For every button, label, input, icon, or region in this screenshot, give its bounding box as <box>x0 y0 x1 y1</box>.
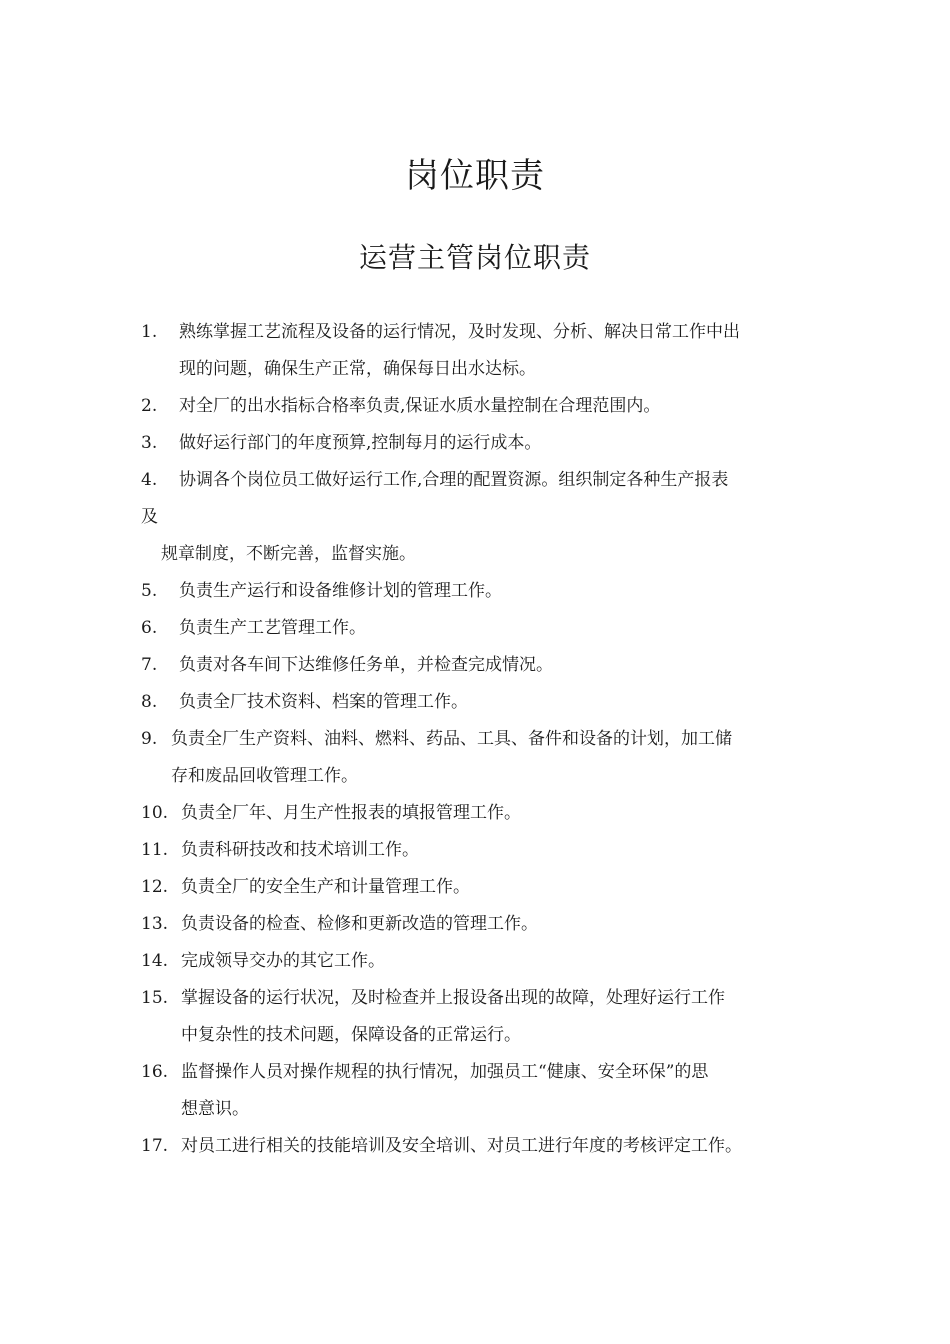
duty-number: 14. <box>141 951 169 971</box>
duty-text: 监督操作人员对操作规程的执行情况，加强员工“健康、安全环保”的思 想意识。 <box>181 1062 709 1119</box>
duty-number: 10. <box>141 803 169 823</box>
duty-item <box>141 684 821 721</box>
duty-number: 2. <box>141 396 158 416</box>
duty-item <box>141 906 821 943</box>
duty-text: 负责科研技改和技术培训工作。 <box>181 840 419 860</box>
duty-number: 1. <box>141 322 158 342</box>
duty-item <box>141 1054 821 1128</box>
duty-number: 13. <box>141 914 169 934</box>
duty-item <box>141 832 821 869</box>
document-subtitle: 运营主管岗位职责 <box>358 241 591 274</box>
duty-text: 对员工进行相关的技能培训及安全培训、对员工进行年度的考核评定工作。 <box>181 1136 742 1156</box>
duty-list <box>141 314 821 1165</box>
duty-number: 12. <box>141 877 169 897</box>
duty-number: 6. <box>141 618 158 638</box>
duty-text: 负责全厂技术资料、档案的管理工作。 <box>179 692 468 712</box>
duty-item <box>141 980 821 1054</box>
duty-item <box>141 1128 821 1165</box>
duty-item <box>141 795 821 832</box>
duty-number: 16. <box>141 1062 169 1082</box>
duty-item <box>141 721 821 795</box>
duty-number: 8. <box>141 692 158 712</box>
duty-item <box>141 869 821 906</box>
duty-text: 做好运行部门的年度预算,控制每月的运行成本。 <box>179 433 542 453</box>
duty-item <box>141 610 821 647</box>
duty-item <box>141 388 821 425</box>
duty-text: 负责设备的检查、检修和更新改造的管理工作。 <box>181 914 538 934</box>
duty-number: 3. <box>141 433 158 453</box>
duty-item <box>141 573 821 610</box>
duty-text: 负责生产运行和设备维修计划的管理工作。 <box>179 581 502 601</box>
duty-text-continued: 规章制度，不断完善，监督实施。 <box>161 544 416 564</box>
duty-text: 负责全厂生产资料、油料、燃料、药品、工具、备件和设备的计划，加工储 存和废品回收管理工作。 <box>171 729 732 786</box>
duty-text: 熟练掌握工艺流程及设备的运行情况，及时发现、分析、解决日常工作中出 现的问题，确保生产正常，确保每日出水达标。 <box>179 322 740 379</box>
duty-item <box>141 462 821 573</box>
duty-item <box>141 943 821 980</box>
duty-number: 4. <box>141 470 158 490</box>
duty-text: 协调各个岗位员工做好运行工作,合理的配置资源。组织制定各种生产报表 <box>179 470 729 490</box>
duty-text: 负责对各车间下达维修任务单，并检查完成情况。 <box>179 655 553 675</box>
duty-text: 负责生产工艺管理工作。 <box>179 618 366 638</box>
duty-number: 5. <box>141 581 158 601</box>
duty-text: 完成领导交办的其它工作。 <box>181 951 385 971</box>
duty-number: 9. <box>141 729 158 749</box>
duty-text: 对全厂的出水指标合格率负责,保证水质水量控制在合理范围内。 <box>179 396 661 416</box>
duty-number: 11. <box>141 840 169 860</box>
duty-item <box>141 647 821 684</box>
duty-number: 15. <box>141 988 169 1008</box>
duty-text: 负责全厂的安全生产和计量管理工作。 <box>181 877 470 897</box>
duty-item <box>141 425 821 462</box>
duty-text-wrap: 及 <box>141 507 158 527</box>
duty-text: 负责全厂年、月生产性报表的填报管理工作。 <box>181 803 521 823</box>
duty-number: 7. <box>141 655 158 675</box>
duty-number: 17. <box>141 1136 169 1156</box>
duty-text: 掌握设备的运行状况，及时检查并上报设备出现的故障，处理好运行工作 中复杂性的技术问题，保障设备的正常运行。 <box>181 988 725 1045</box>
document-title: 岗位职责 <box>405 156 545 196</box>
duty-item <box>141 314 821 388</box>
